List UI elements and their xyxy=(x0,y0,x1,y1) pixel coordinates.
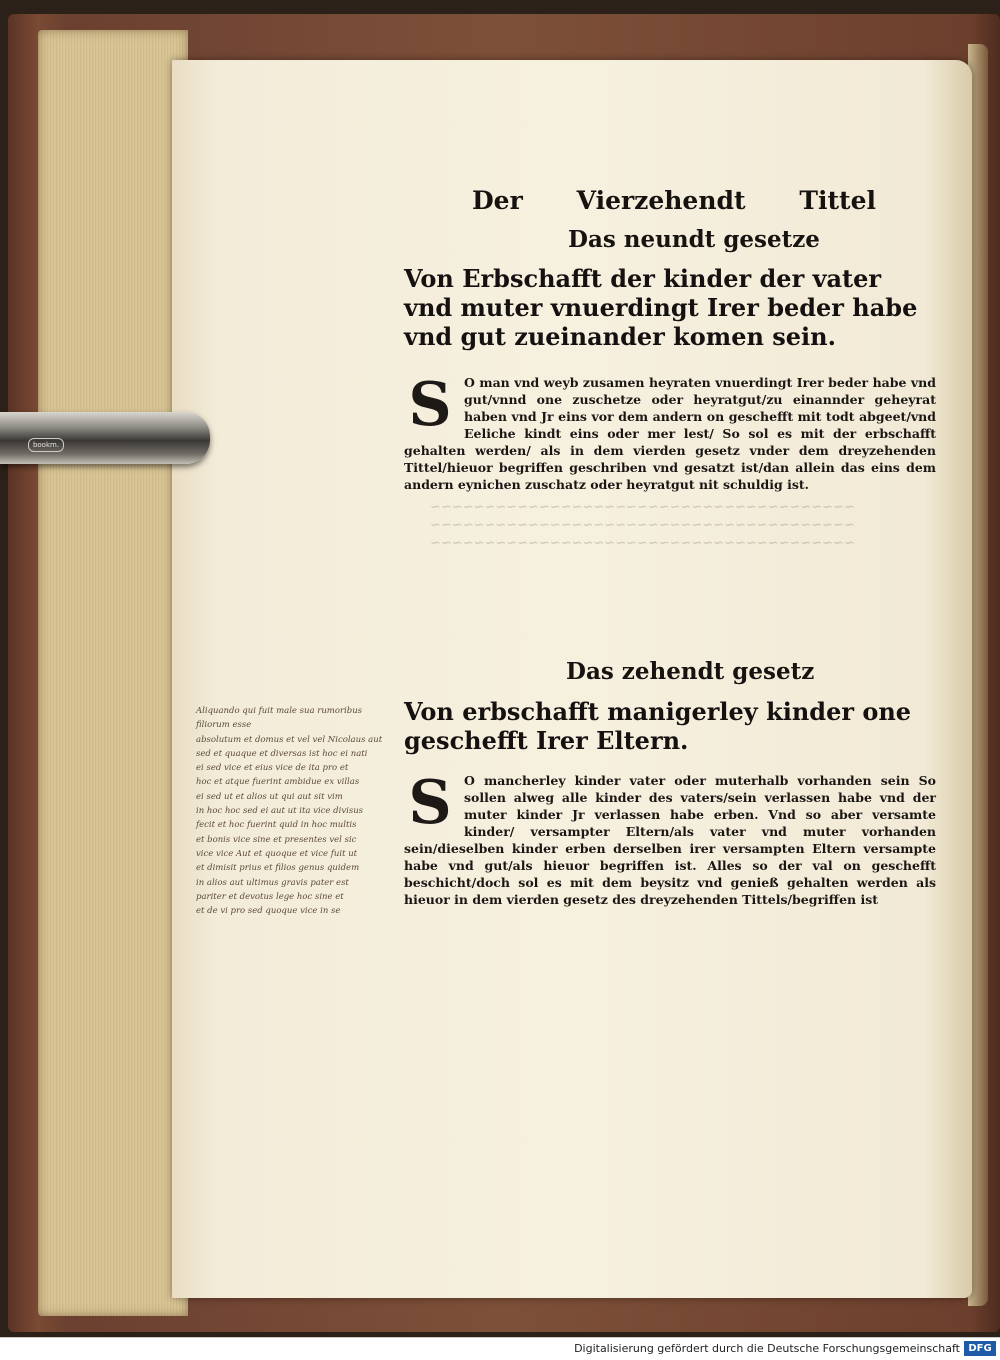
footer-funding-text: Digitalisierung gefördert durch die Deutsche Forschungsgemeinschaft xyxy=(574,1342,960,1355)
marginalia-line: sed et quaque et diversas ist hoc ei nati xyxy=(196,748,368,759)
running-head-center: Vierzehendt xyxy=(576,186,746,215)
marginalia-line: fecit et hoc fuerint quid in hoc multis xyxy=(196,820,357,831)
bleed-through-1: ~~~~~~~~~~~~~~~~~~~~~~~~~~~~~~~~~~~~~~~ xyxy=(430,500,855,515)
bleed-through-3: ~~~~~~~~~~~~~~~~~~~~~~~~~~~~~~~~~~~~~~~ xyxy=(430,536,855,551)
bookmark-label: bookm. xyxy=(28,438,64,452)
marginalia-line: et de vi pro sed quoque vice in se xyxy=(196,906,341,917)
law10-body xyxy=(404,768,936,908)
handwritten-marginalia xyxy=(196,704,392,918)
footer-bar xyxy=(0,1337,1000,1360)
marginalia-line: ei sed ut et alios ut qui aut sit vim xyxy=(196,791,343,802)
marginalia-line: et bonis vice sine et presentes vel sic xyxy=(196,834,357,845)
marginalia-line: in hoc hoc sed ei aut ut ita vice divisus xyxy=(196,806,364,817)
marginalia-line: ei sed vice et eius vice de ita pro et xyxy=(196,763,349,774)
running-head-right: Tittel xyxy=(799,186,876,215)
marginalia-line: hoc et atque fuerint ambidue ex villas xyxy=(196,777,360,788)
marginalia-line: vice vice Aut et quoque et vice fuit ut xyxy=(196,848,358,859)
law10-dropcap: S xyxy=(408,768,452,838)
marginalia-line: pariter et devotus lege hoc sine et xyxy=(196,891,344,902)
law9-dropcap: S xyxy=(408,370,452,440)
law10-heading: Das zehendt gesetz xyxy=(566,658,815,685)
running-head xyxy=(472,186,876,215)
marginalia-line: absolutum et domus et vel vel Nicolaus aut xyxy=(196,734,383,745)
dfg-logo-icon[interactable]: DFG xyxy=(964,1341,996,1356)
marginalia-line: Aliquando qui fuit male sua rumoribus filiorum esse xyxy=(196,706,363,731)
law9-body xyxy=(404,370,936,493)
marginalia-line: et dimisit prius et filios genus quidem xyxy=(196,863,360,874)
law9-text: O man vnd weyb zusamen heyraten vnuerdingt Irer beder habe vnd gut/vnnd one zuschetze oder heyratgut/zu einannder geheyrat haben vnd Jr eins vor dem andern on geschefft mit todt abgeet/vnd Eeliche kindt eins oder mer lest/ So sol es mit der erbschafft gehalten werden/ als in dem vierden gesetz vnder dem dreyzehenden Tittel/hieuor begriffen geschriben vnd gesatzt ist/dan allein das eins dem andern eynichen zuschatz oder heyratgut nit schuldig ist. xyxy=(404,375,936,492)
marginalia-line: in alios aut ultimus gravis pater est xyxy=(196,877,349,888)
bookmark-strip xyxy=(0,412,210,464)
law10-title: Von erbschafft manigerley kinder one geschefft Irer Eltern. xyxy=(404,697,912,755)
law9-heading: Das neundt gesetze xyxy=(568,226,820,253)
law10-text: O mancherley kinder vater oder muterhalb vorhanden sein So sollen alweg alle kinder des vaters/sein verlassen habe vnd der muter kinder Jr verlassen habe erben. Vnd so aber versamte kinder/ versampter Eltern/als vater vnd muter vorhanden sein/dieselben kinder erben derselben irer versampten Eltern versampte habe vnd gut/als hieuor begriffen ist. Alles so der val on geschefft beschicht/doch sol es mit dem beysitz vnd genieß gehalten werden als hieuor in dem vierden gesetz des dreyzehenden Tittels/begriffen ist xyxy=(404,773,936,907)
page-edges xyxy=(38,30,188,1316)
law9-title: Von Erbschafft der kinder der vater vnd muter vnuerdingt Irer beder habe vnd gut zueinander komen sein. xyxy=(404,264,918,351)
running-head-left: Der xyxy=(472,186,523,215)
bleed-through-2: ~~~~~~~~~~~~~~~~~~~~~~~~~~~~~~~~~~~~~~~ xyxy=(430,518,855,533)
